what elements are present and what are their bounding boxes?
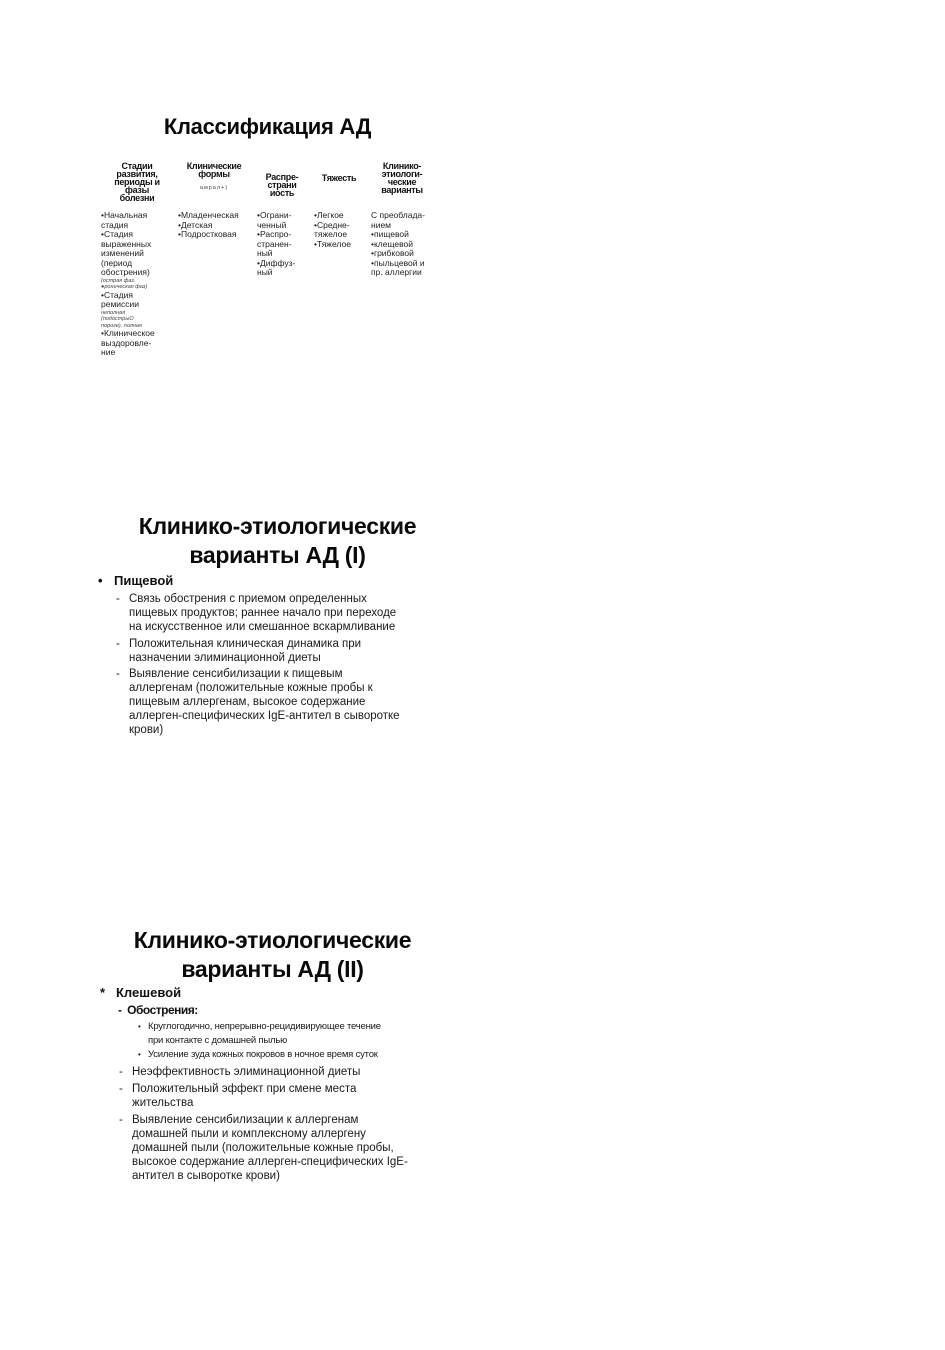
slide1-title: Классификация АД xyxy=(163,114,372,139)
slide3-item xyxy=(119,1082,356,1110)
slide2-item-text: Положительная клиническая динамика при назначении элиминационной диеты xyxy=(129,638,362,664)
col3-header xyxy=(258,173,306,197)
slide3-title: Клинико-этиологические варианты АД (II) xyxy=(133,927,412,982)
col3-body xyxy=(257,211,309,278)
bullet-icon: • xyxy=(98,573,103,588)
col1-note: неполная (подострыО пороге). полная xyxy=(101,309,142,329)
col5-header-text: Клинико- этиологи- ческие варианты xyxy=(381,161,423,195)
slide2-item xyxy=(116,592,396,634)
slide3-subitem xyxy=(138,1048,378,1062)
slide3-item-text: Выявление сенсибилизации к аллергенам домашней пыли и комплексному аллергену домашней пыли (положительные кожные пробы, высокое содержание аллерген-специфических IgE- антител в сыворотке крови) xyxy=(132,1114,408,1182)
dash-icon: - xyxy=(116,668,120,680)
dash-icon: - xyxy=(116,638,120,650)
col3-item: •Ограни- ченный •Распро- странен- ный •Диффуз- ный xyxy=(257,210,296,277)
slide3-subitem xyxy=(138,1020,381,1048)
col1-body xyxy=(101,211,173,358)
slide3-item-text: Положительный эффект при смене места жительства xyxy=(132,1083,357,1109)
col1-note: (острая фаз. ●роническая фаз) xyxy=(101,277,148,290)
col5-header xyxy=(370,162,434,194)
col1-header xyxy=(108,162,166,202)
dash-icon: - xyxy=(116,593,120,605)
asterisk-icon: * xyxy=(100,985,106,1000)
slide2-item xyxy=(116,667,400,737)
slide3-bullet-label: Клешевой xyxy=(116,985,182,1000)
col5-body xyxy=(371,211,437,278)
col5-item: С преоблада- нием •пищевой •клещевой •грибковой •пыльцевой и пр. аллергии xyxy=(371,210,425,277)
slide3-subitem-text: Усиление зуда кожных покровов в ночное время суток xyxy=(148,1049,378,1060)
col2-header-sub: амрал+) xyxy=(199,185,229,191)
slide3-item xyxy=(119,1113,408,1183)
col1-item: •Стадия выраженных изменений (период обострения) xyxy=(101,229,152,277)
slide3-bullet xyxy=(100,985,181,1001)
col3-header-text: Распре- страни иость xyxy=(265,172,299,198)
col2-header-text: Клинические формы xyxy=(186,161,242,179)
col2-item: •Младенческая •Детская •Подростковая xyxy=(178,210,239,239)
slide3-item xyxy=(119,1065,360,1079)
col4-header xyxy=(312,174,366,182)
dash-icon: - xyxy=(119,1083,123,1095)
slide2-item xyxy=(116,637,361,665)
bullet-icon: • xyxy=(138,1050,141,1059)
slide2-bullet-label: Пищевой xyxy=(114,573,174,588)
dash-icon: - xyxy=(119,1066,123,1078)
col4-body xyxy=(314,211,368,249)
col1-header-text: Стадии развития, периоды и фазы болезни xyxy=(114,161,160,203)
slide2-title: Клинико-этиологические варианты АД (I) xyxy=(138,513,417,568)
col2-body xyxy=(178,211,254,240)
col4-item: •Легкое •Средне- тяжелое •Тяжелое xyxy=(314,210,351,249)
col1-item: •Начальная стадия xyxy=(101,210,148,230)
slide2-item-text: Выявление сенсибилизации к пищевым аллергенам (положительные кожные пробы к пищевым аллергенам, высокое содержание аллерген-специфических IgE-антител в сыворотке крови) xyxy=(129,668,400,736)
slide3-item-text: Неэффективность элиминационной диеты xyxy=(132,1066,361,1078)
bullet-icon: • xyxy=(138,1022,141,1031)
dash-icon: - xyxy=(119,1114,123,1126)
slide3-subitem-text: Круглогодично, непрерывно-рецидивирующее течение при контакте с домашней пылью xyxy=(148,1021,381,1046)
col1-item: •Стадия ремиссии xyxy=(101,289,140,309)
slide2-item-text: Связь обострения с приемом определенных пищевых продуктов; раннее начало при переходе на искусственное или смешанное вскармливание xyxy=(129,593,397,633)
col4-header-text: Тяжесть xyxy=(321,173,357,183)
slide3-subheading xyxy=(118,1003,198,1018)
col2-header xyxy=(178,162,250,192)
col1-item: •Клиническое выздоровле- ние xyxy=(101,328,155,357)
dash-icon: - xyxy=(118,1003,128,1017)
slide2-bullet xyxy=(98,573,173,589)
slide3-subheading-label: Обострения: xyxy=(127,1003,198,1017)
